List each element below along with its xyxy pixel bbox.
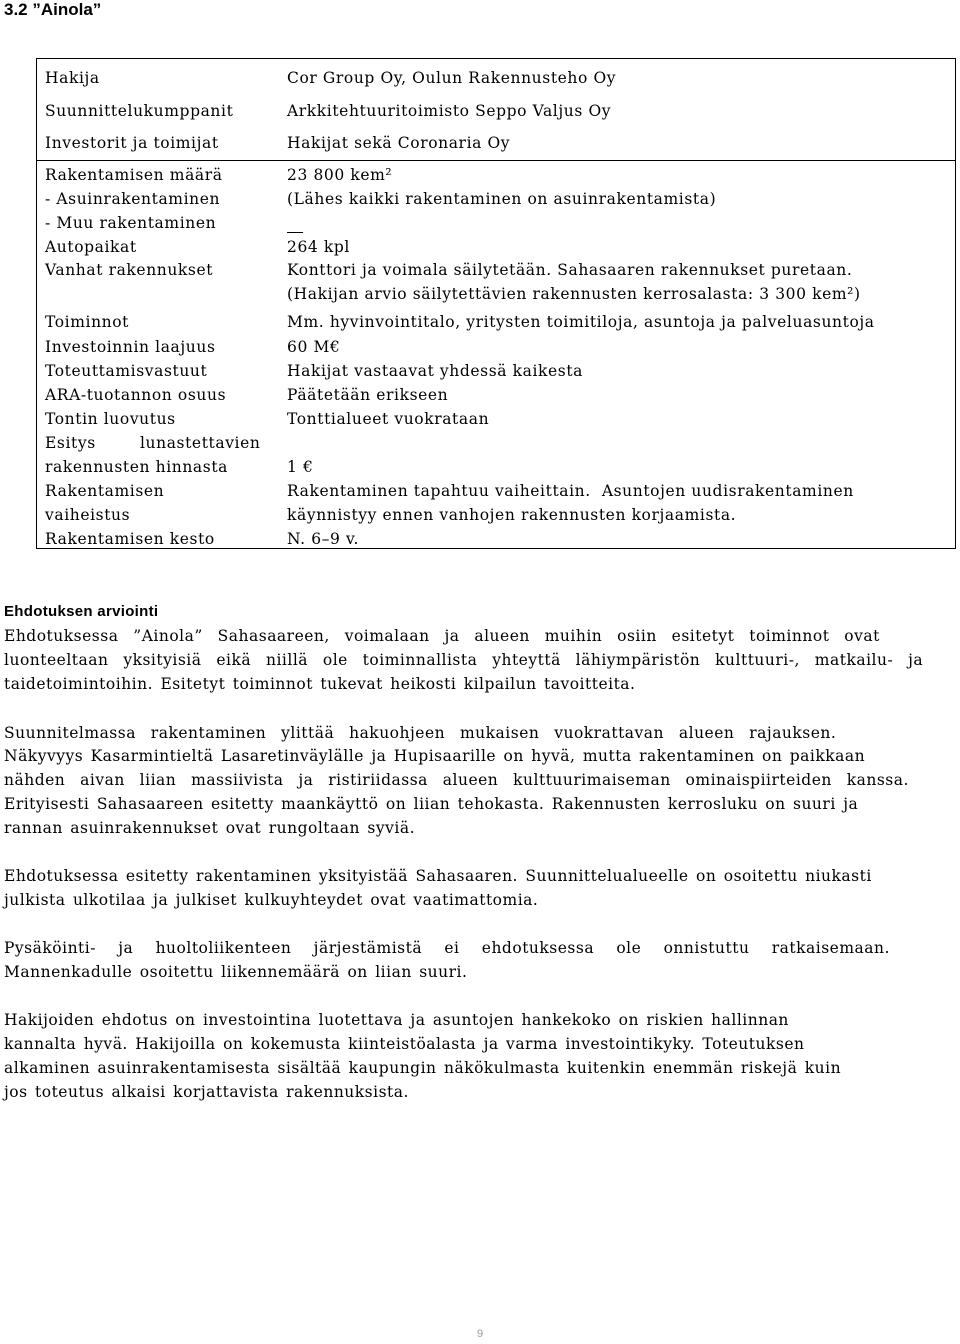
paragraph-4-line-1: Pysäköinti- ja huoltoliikenteen järjestämistä ei ehdotuksessa ole onnistuttu ratkaisemaan.	[4, 939, 890, 957]
price-label-1: Esitys lunastettavien	[45, 434, 261, 452]
paragraph-5-line-4: jos toteutus alkaisi korjattavista rakennuksista.	[4, 1083, 409, 1101]
construction-amount-label: Rakentamisen määrä	[45, 166, 223, 184]
paragraph-2-line-4: Erityisesti Sahasaareen esitetty maankäyttö on liian tehokasta. Rakennusten kerrosluku on suuri ja	[4, 795, 859, 813]
plot-label: Tontin luovutus	[45, 410, 176, 428]
construction-amount-value: 23 800 kem²	[287, 166, 393, 184]
responsibility-value: Hakijat vastaavat yhdessä kaikesta	[287, 362, 584, 380]
investment-label: Investoinnin laajuus	[45, 338, 216, 356]
paragraph-1-line-3: taidetoimintoihin. Esitetyt toiminnot tukevat heikosti kilpailun tavoitteita.	[4, 675, 636, 693]
phasing-value-1: Rakentaminen tapahtuu vaiheittain. Asuntojen uudisrakentaminen	[287, 482, 854, 500]
applicant-label: Hakija	[45, 69, 100, 87]
price-value: 1 €	[287, 458, 314, 476]
functions-label: Toiminnot	[45, 313, 130, 331]
investment-value: 60 M€	[287, 338, 341, 356]
housing-value: (Lähes kaikki rakentaminen on asuinrakentamista)	[287, 190, 717, 208]
applicant-value: Cor Group Oy, Oulun Rakennusteho Oy	[287, 69, 617, 87]
page-number: 9	[476, 1328, 484, 1340]
phasing-label-1: Rakentamisen	[45, 482, 165, 500]
paragraph-1-line-1: Ehdotuksessa ”Ainola” Sahasaareen, voimalaan ja alueen muihin osiin esitetyt toiminnot ovat	[4, 627, 880, 645]
old-buildings-value-1: Konttori ja voimala säilytetään. Sahasaaren rakennukset puretaan.	[287, 261, 853, 279]
paragraph-2-line-5: rannan asuinrakennukset ovat rungoltaan syviä.	[4, 819, 416, 837]
paragraph-1-line-2: luonteeltaan yksityisiä eikä niillä ole toiminnallista yhteyttä lähiympäristön kulttuuri-, matkailu- ja	[4, 651, 924, 669]
paragraph-3-line-2: julkista ulkotilaa ja julkiset kulkuyhteydet ovat vaatimattomia.	[4, 891, 539, 909]
paragraph-3-line-1: Ehdotuksessa esitetty rakentaminen yksityistää Sahasaaren. Suunnittelualueelle on osoitettu niukasti	[4, 867, 872, 885]
phasing-label-2: vaiheistus	[45, 506, 131, 524]
paragraph-2-line-2: Näkyvyys Kasarmintieltä Lasaretinväylälle ja Hupisaarille on hyvä, mutta rakentaminen on paikkaan	[4, 747, 866, 765]
investors-label: Investorit ja toimijat	[45, 134, 219, 152]
old-buildings-label: Vanhat rakennukset	[45, 261, 214, 279]
section-title: 3.2 ”Ainola”	[4, 0, 102, 19]
other-construction-label: - Muu rakentaminen	[45, 214, 217, 232]
investors-value: Hakijat sekä Coronaria Oy	[287, 134, 511, 152]
phasing-value-2: käynnistyy ennen vanhojen rakennusten korjaamista.	[287, 506, 737, 524]
ara-value: Päätetään erikseen	[287, 386, 449, 404]
paragraph-5-line-1: Hakijoiden ehdotus on investointina luotettava ja asuntojen hankekoko on riskien hallinnan	[4, 1011, 789, 1029]
duration-label: Rakentamisen kesto	[45, 530, 215, 548]
parking-label: Autopaikat	[45, 238, 137, 256]
parking-value: 264 kpl	[287, 238, 350, 256]
design-partner-label: Suunnittelukumppanit	[45, 102, 234, 120]
paragraph-5-line-2: kannalta hyvä. Hakijoilla on kokemusta kiinteistöalasta ja varma investointikyky. Toteutuksen	[4, 1035, 805, 1053]
ara-label: ARA-tuotannon osuus	[45, 386, 227, 404]
design-partner-value: Arkkitehtuuritoimisto Seppo Valjus Oy	[287, 102, 612, 120]
duration-value: N. 6–9 v.	[287, 530, 360, 548]
other-construction-dash	[287, 232, 303, 233]
table-divider	[36, 160, 956, 161]
paragraph-2-line-1: Suunnitelmassa rakentaminen ylittää hakuohjeen mukaisen vuokrattavan alueen rajauksen.	[4, 724, 837, 742]
housing-label: - Asuinrakentaminen	[45, 190, 221, 208]
price-label-2: rakennusten hinnasta	[45, 458, 228, 476]
functions-value: Mm. hyvinvointitalo, yritysten toimitiloja, asuntoja ja palveluasuntoja	[287, 313, 875, 331]
paragraph-4-line-2: Mannenkadulle osoitettu liikennemäärä on liian suuri.	[4, 963, 468, 981]
plot-value: Tonttialueet vuokrataan	[287, 410, 490, 428]
paragraph-5-line-3: alkaminen asuinrakentamisesta sisältää kaupungin näkökulmasta kuitenkin enemmän riskejä kuin	[4, 1059, 842, 1077]
evaluation-heading: Ehdotuksen arviointi	[4, 603, 159, 620]
paragraph-2-line-3: nähden aivan liian massiivista ja ristiriidassa alueen kulttuurimaiseman ominaispiirteiden kanssa.	[4, 771, 909, 789]
responsibility-label: Toteuttamisvastuut	[45, 362, 208, 380]
old-buildings-value-2: (Hakijan arvio säilytettävien rakennusten kerrosalasta: 3 300 kem²)	[287, 285, 861, 303]
